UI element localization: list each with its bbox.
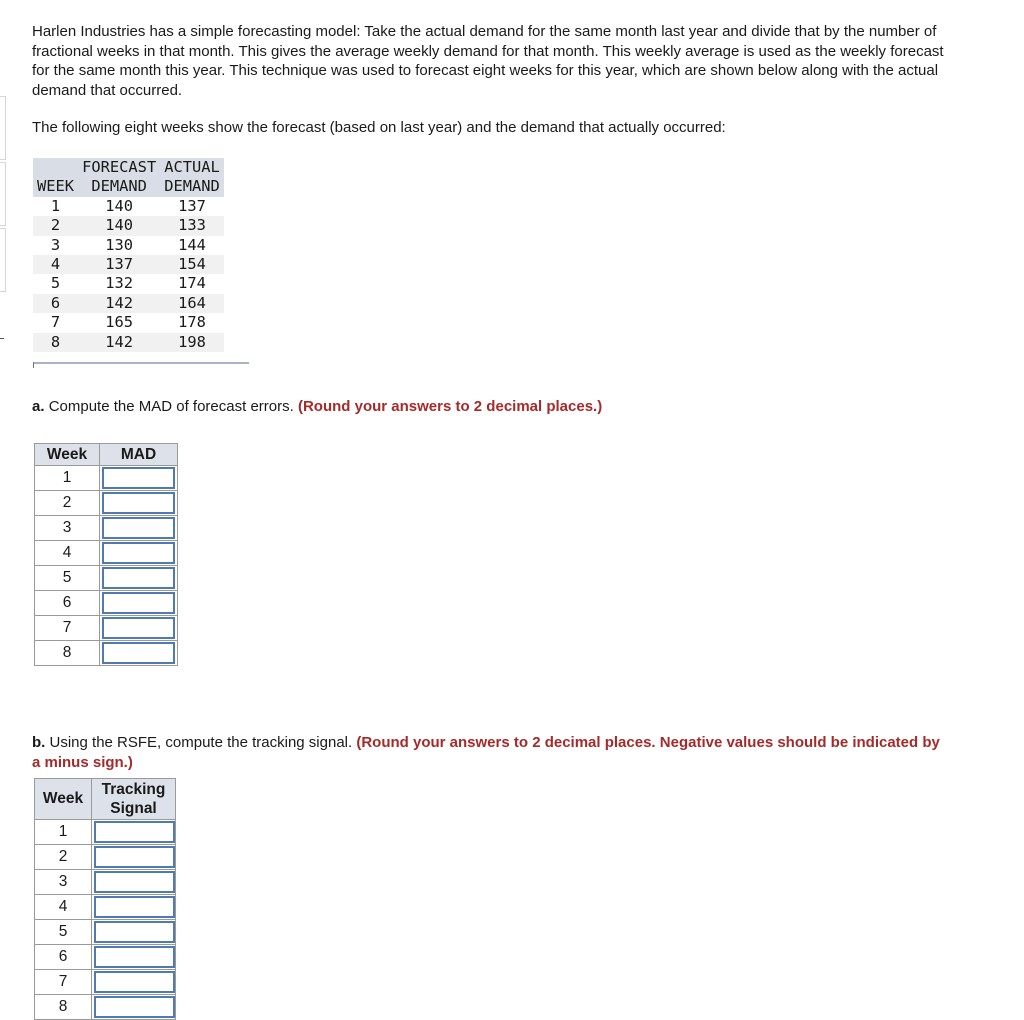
table-row: [35, 820, 176, 845]
table-scrollbar-tick: [33, 362, 34, 368]
table-row: [33, 294, 224, 313]
forecast-cell: 142: [78, 294, 160, 313]
week-cell: 4: [33, 255, 78, 274]
forecast-cell: 132: [105, 274, 134, 293]
week-cell: 5: [50, 274, 61, 293]
forecast-cell: 140: [105, 196, 134, 215]
ts-col-week: Week: [35, 779, 92, 820]
ts-input-week-6[interactable]: [94, 946, 175, 968]
data-header-actual: ACTUAL: [160, 158, 224, 177]
table-row: [35, 845, 176, 870]
part-a-text: Compute the MAD of forecast errors.: [48, 398, 294, 415]
ts-week-cell: 4: [35, 895, 92, 920]
ts-col-value-line1: Tracking: [101, 781, 166, 798]
mad-week-cell: 6: [35, 591, 100, 616]
mad-col-value: MAD: [100, 444, 178, 466]
table-lead-text: The following eight weeks show the forecast (based on last year) and the demand that actually occurred:: [32, 119, 726, 136]
part-a-label: a.: [32, 398, 45, 415]
forecast-cell: 140: [78, 216, 160, 235]
week-cell: 3: [50, 235, 61, 254]
table-row: [33, 274, 224, 293]
mad-input-week-3[interactable]: [102, 517, 175, 539]
table-row: [35, 970, 176, 995]
mad-input-week-2[interactable]: [102, 492, 175, 514]
ts-col-value: [92, 779, 176, 820]
forecast-cell: 130: [105, 235, 134, 254]
data-header-blank: [33, 158, 78, 177]
left-edge-tab: [0, 96, 6, 160]
table-row: [33, 236, 224, 255]
ts-input-week-7[interactable]: [94, 971, 175, 993]
table-row: [35, 920, 176, 945]
table-row: [35, 541, 178, 566]
week-cell: 6: [33, 294, 78, 313]
data-header-row-1: [33, 158, 224, 177]
ts-col-value-line2: Signal: [110, 800, 157, 817]
ts-week-cell: 5: [35, 920, 92, 945]
ts-input-week-3[interactable]: [94, 871, 175, 893]
part-b-text: Using the RSFE, compute the tracking signal.: [49, 734, 353, 751]
part-b-note: (Round your answers to 2 decimal places. Negative values should be indicated by a minus sign.): [32, 734, 940, 771]
actual-cell: 154: [160, 255, 224, 274]
table-row: [33, 216, 224, 235]
week-cell: 2: [33, 216, 78, 235]
left-edge-tab: [0, 162, 6, 226]
table-row: [33, 333, 224, 352]
mad-input-week-4[interactable]: [102, 542, 175, 564]
ts-input-week-4[interactable]: [94, 896, 175, 918]
part-b-question: [32, 733, 952, 772]
table-row: [33, 255, 224, 274]
actual-cell: 174: [178, 274, 206, 293]
week-cell: 8: [33, 333, 78, 352]
mad-week-cell: 3: [35, 516, 100, 541]
mad-input-week-8[interactable]: [102, 642, 175, 664]
table-row: [35, 491, 178, 516]
table-row: [35, 641, 178, 666]
mad-input-week-1[interactable]: [102, 467, 175, 489]
ts-week-cell: 2: [35, 845, 92, 870]
actual-cell: 164: [160, 294, 224, 313]
table-row: [33, 197, 224, 216]
ts-input-week-2[interactable]: [94, 846, 175, 868]
problem-intro: Harlen Industries has a simple forecasting model: Take the actual demand for the same month last year and divide that by the number of fractional weeks in that month. This gives the average weekly demand for that month. This weekly average is used as the weekly forecast for the same month this year. This technique was used to forecast eight weeks for this year, which are shown below along with the actual demand that occurred.: [32, 23, 944, 99]
ts-week-cell: 8: [35, 995, 92, 1020]
ts-week-cell: 7: [35, 970, 92, 995]
ts-input-week-1[interactable]: [94, 821, 175, 843]
ts-week-cell: 3: [35, 870, 92, 895]
part-b-label: b.: [32, 734, 46, 751]
tracking-signal-answer-table: [34, 778, 176, 1020]
mad-week-cell: 1: [35, 466, 100, 491]
data-header-forecast: FORECAST: [78, 158, 160, 177]
mad-week-cell: 5: [35, 566, 100, 591]
mad-week-cell: 4: [35, 541, 100, 566]
table-row: [35, 616, 178, 641]
left-edge-dash: [0, 338, 4, 339]
actual-cell: 133: [160, 216, 224, 235]
forecast-cell: 165: [105, 313, 134, 332]
table-row: [35, 591, 178, 616]
week-cell: 1: [50, 196, 61, 215]
mad-input-week-7[interactable]: [102, 617, 175, 639]
data-header-week: WEEK: [33, 177, 78, 196]
table-row: [35, 945, 176, 970]
table-row: [35, 516, 178, 541]
table-row: [35, 566, 178, 591]
mad-col-week: Week: [35, 444, 100, 466]
forecast-data-table-wrap: [33, 158, 224, 352]
forecast-cell: 142: [78, 333, 160, 352]
actual-cell: 178: [178, 313, 206, 332]
actual-cell: 198: [160, 333, 224, 352]
table-row: [35, 995, 176, 1020]
ts-week-cell: 6: [35, 945, 92, 970]
table-row: [35, 466, 178, 491]
data-header-demand: DEMAND: [160, 177, 224, 196]
mad-input-week-6[interactable]: [102, 592, 175, 614]
actual-cell: 144: [178, 235, 206, 254]
mad-week-cell: 8: [35, 641, 100, 666]
forecast-data-table: [33, 158, 224, 352]
data-header-demand: DEMAND: [78, 177, 160, 196]
part-a-note: (Round your answers to 2 decimal places.): [297, 398, 603, 415]
part-a-question: [32, 397, 602, 417]
data-header-row-2: [33, 177, 224, 196]
ts-week-cell: 1: [35, 820, 92, 845]
table-scrollbar-track: [33, 362, 249, 364]
ts-input-week-5[interactable]: [94, 921, 175, 943]
mad-week-cell: 7: [35, 616, 100, 641]
mad-answer-table: [34, 443, 178, 666]
table-row: [35, 895, 176, 920]
mad-input-week-5[interactable]: [102, 567, 175, 589]
table-row: [33, 313, 224, 332]
ts-input-week-8[interactable]: [94, 996, 175, 1018]
week-cell: 7: [50, 313, 61, 332]
left-edge-tab: [0, 228, 6, 292]
actual-cell: 137: [178, 196, 206, 215]
forecast-cell: 137: [78, 255, 160, 274]
table-row: [35, 870, 176, 895]
mad-week-cell: 2: [35, 491, 100, 516]
